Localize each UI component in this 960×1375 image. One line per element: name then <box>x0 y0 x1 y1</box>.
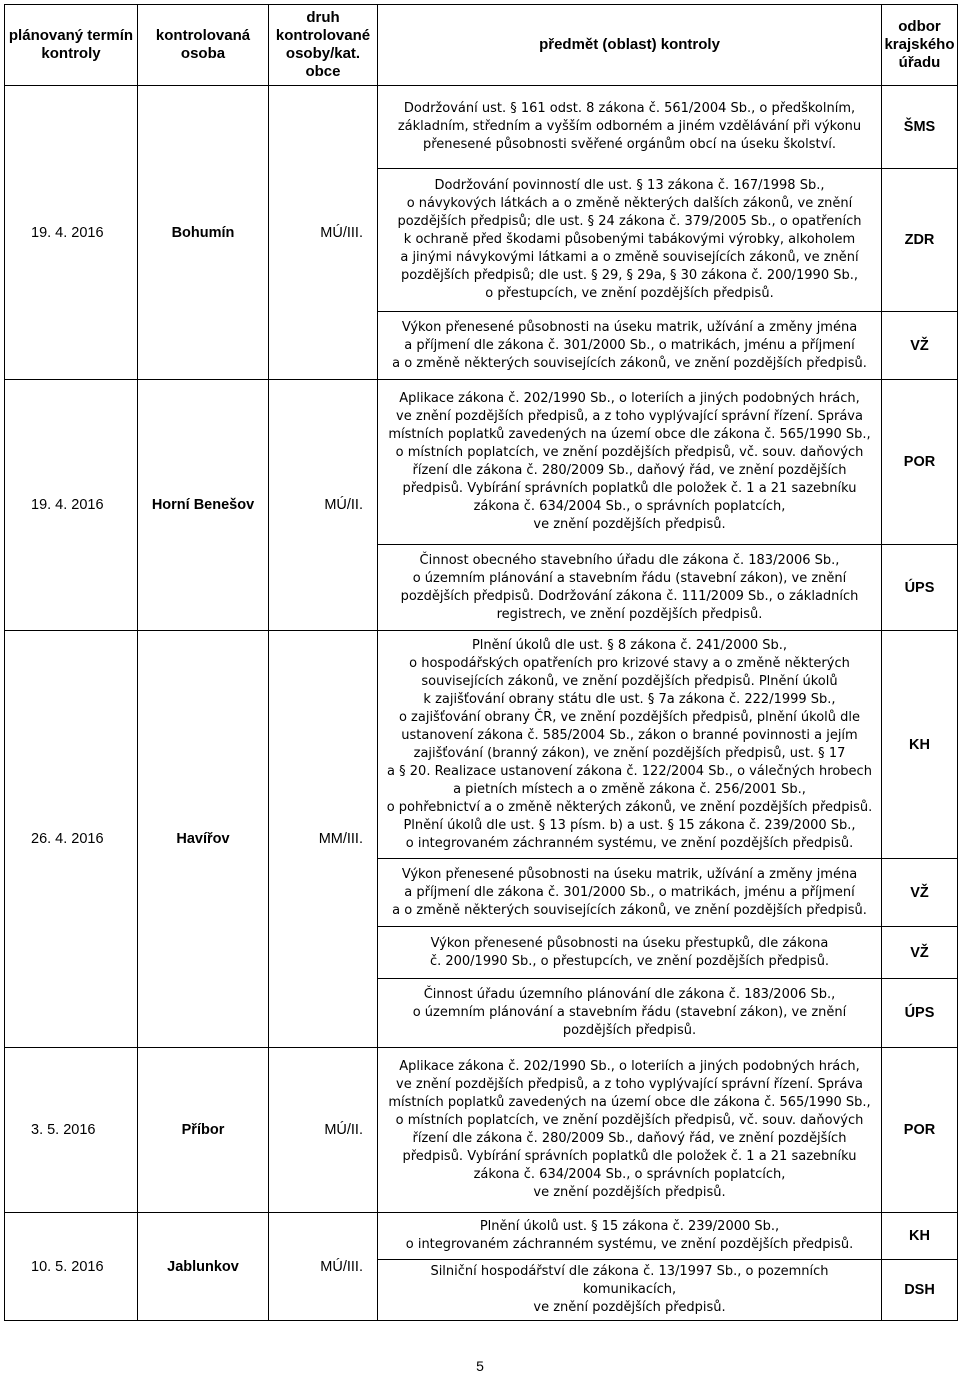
subject-line: ve znění pozdějších předpisů. <box>533 1185 726 1200</box>
subject-line: Aplikace zákona č. 202/1990 Sb., o loteriích a jiných podobných hrách, <box>399 391 860 406</box>
subject-line: souvisejících zákonů, ve znění pozdějších předpisů. Plnění úkolů <box>421 673 838 689</box>
subject-line: k zajišťování obrany státu dle ust. § 7a zákona č. 222/1999 Sb., <box>423 691 836 707</box>
subject-line: Plnění úkolů dle ust. § 8 zákona č. 241/2000 Sb., <box>471 637 788 653</box>
subject-line: Dodržování ust. § 161 odst. 8 zákona č. 561/2004 Sb., o předškolním, <box>403 101 856 116</box>
row-date: 10. 5. 2016 <box>5 1213 138 1321</box>
subject-line: a jinými návykovými látkami a o změně souvisejících zákonů, ve znění <box>400 250 859 265</box>
subject-line: Silniční hospodářství dle zákona č. 13/1997 Sb., o pozemních komunikacích, <box>430 1264 829 1297</box>
row-dept: DSH <box>882 1260 958 1321</box>
subject-line: registrech, ve znění pozdějších předpisů. <box>496 606 763 622</box>
subject-line: ve znění pozdějších předpisů. <box>533 517 726 532</box>
row-date: 26. 4. 2016 <box>5 631 138 1048</box>
subject-line: a o změně některých souvisejících zákonů, ve znění pozdějších předpisů. <box>392 902 867 918</box>
row-subject <box>378 86 882 169</box>
subject-line: pozdějších předpisů; dle ust. § 29, § 29a, § 30 zákona č. 200/1990 Sb., <box>401 268 858 283</box>
subject-line: k ochraně před škodami působenými tabákovými výrobky, alkoholem <box>403 232 856 247</box>
subject-line: a příjmení dle zákona č. 301/2000 Sb., o matrikách, jménu a příjmení <box>404 884 855 900</box>
header-date: plánovaný termín kontroly <box>5 5 138 86</box>
row-date: 3. 5. 2016 <box>5 1048 138 1213</box>
subject-line: Činnost obecného stavebního úřadu dle zákona č. 183/2006 Sb., <box>419 552 840 568</box>
header-type: druh kontrolované osoby/kat. obce <box>269 5 378 86</box>
row-date: 19. 4. 2016 <box>5 86 138 380</box>
row-subject <box>378 1260 882 1321</box>
subject-line: o integrovaném záchranném systému, ve znění pozdějších předpisů. <box>405 1237 854 1252</box>
row-dept: VŽ <box>882 312 958 380</box>
row-entity: Příbor <box>138 1048 269 1213</box>
row-dept: POR <box>882 380 958 545</box>
subject-line: a pietních místech a o změně zákona č. 256/2001 Sb., <box>453 781 806 797</box>
row-dept: ÚPS <box>882 979 958 1048</box>
subject-line: pozdějších předpisů. Dodržování zákona č. 111/2009 Sb., o základních <box>400 588 859 604</box>
row-dept: VŽ <box>882 927 958 979</box>
subject-line: o místních poplatcích, ve znění pozdějších předpisů, vč. souv. daňových <box>395 445 864 460</box>
subject-line: Výkon přenesené působnosti na úseku matrik, užívání a změny jména <box>401 866 858 882</box>
header-dept: odbor krajského úřadu <box>882 5 958 86</box>
subject-line: Plnění úkolů dle ust. § 13 písm. b) a ust. § 15 zákona č. 239/2000 Sb., <box>403 817 856 833</box>
subject-line: a o změně některých souvisejících zákonů, ve znění pozdějších předpisů. <box>392 355 867 371</box>
subject-line: ve znění pozdějších předpisů, a z toho vyplývající správní řízení. Správa <box>396 409 863 424</box>
row-subject <box>378 169 882 312</box>
row-subject <box>378 979 882 1048</box>
subject-line: o integrovaném záchranném systému, ve znění pozdějších předpisů. <box>405 835 854 851</box>
subject-line: Činnost úřadu územního plánování dle zákona č. 183/2006 Sb., <box>423 987 836 1002</box>
row-subject <box>378 312 882 380</box>
table-row <box>5 86 958 169</box>
subject-line: a příjmení dle zákona č. 301/2000 Sb., o matrikách, jménu a příjmení <box>404 337 855 353</box>
subject-line: zákona č. 634/2004 Sb., o správních poplatcích, <box>473 499 786 514</box>
row-type: MÚ/II. <box>269 1048 378 1213</box>
subject-line: zákona č. 634/2004 Sb., o správních poplatcích, <box>473 1167 786 1182</box>
table-row <box>5 1048 958 1213</box>
subject-line: ve znění pozdějších předpisů, a z toho vyplývající správní řízení. Správa <box>396 1077 863 1092</box>
subject-line: Výkon přenesené působnosti na úseku matrik, užívání a změny jména <box>401 319 858 335</box>
row-type: MÚ/III. <box>269 86 378 380</box>
subject-line: Aplikace zákona č. 202/1990 Sb., o loteriích a jiných podobných hrách, <box>399 1059 860 1074</box>
row-dept: ÚPS <box>882 545 958 631</box>
row-type: MM/III. <box>269 631 378 1048</box>
subject-line: Dodržování povinností dle ust. § 13 zákona č. 167/1998 Sb., <box>434 178 825 193</box>
row-subject <box>378 380 882 545</box>
row-subject <box>378 1213 882 1260</box>
row-dept: ŠMS <box>882 86 958 169</box>
subject-line: ustanovení zákona č. 585/2004 Sb., zákon o branné povinnosti a jejím <box>401 727 858 743</box>
row-subject <box>378 927 882 979</box>
subject-line: Plnění úkolů ust. § 15 zákona č. 239/2000 Sb., <box>479 1219 780 1234</box>
inspection-schedule-table <box>4 4 958 1321</box>
subject-line: předpisů. Vybírání správních poplatků dle položek č. 1 a 21 sazebníku <box>402 1149 857 1164</box>
row-type: MÚ/III. <box>269 1213 378 1321</box>
row-subject <box>378 545 882 631</box>
row-dept: ZDR <box>882 169 958 312</box>
subject-line: ve znění pozdějších předpisů. <box>533 1300 726 1315</box>
subject-line: č. 200/1990 Sb., o přestupcích, ve znění pozdějších předpisů. <box>429 953 830 969</box>
table-row <box>5 631 958 859</box>
row-dept: POR <box>882 1048 958 1213</box>
subject-line: předpisů. Vybírání správních poplatků dle položek č. 1 a 21 sazebníku <box>402 481 857 496</box>
row-entity: Havířov <box>138 631 269 1048</box>
subject-line: o přestupcích, ve znění pozdějších předpisů. <box>485 286 774 301</box>
row-dept: KH <box>882 631 958 859</box>
subject-line: přenesené působnosti svěřené orgánům obcí na úseku školství. <box>422 137 837 152</box>
header-entity: kontrolovaná osoba <box>138 5 269 86</box>
subject-line: a § 20. Realizace ustanovení zákona č. 122/2004 Sb., o válečných hrobech <box>387 763 872 779</box>
subject-line: o pohřebnictví a o změně některých zákonů, ve znění pozdějších předpisů. <box>386 799 873 815</box>
page-number: 5 <box>476 1358 484 1374</box>
row-dept: KH <box>882 1213 958 1260</box>
row-dept: VŽ <box>882 859 958 927</box>
subject-line: o územním plánování a stavebním řádu (stavební zákon), ve znění <box>412 1005 847 1020</box>
header-subject: předmět (oblast) kontroly <box>378 5 882 86</box>
subject-line: místních poplatků zavedených na území obce dle zákona č. 565/1990 Sb., <box>388 1095 871 1110</box>
subject-line: Výkon přenesené působnosti na úseku přestupků, dle zákona <box>430 935 829 951</box>
row-entity: Bohumín <box>138 86 269 380</box>
subject-line: základním, středním a vyšším odborném a jiném vzdělávání při výkonu <box>397 119 862 134</box>
row-date: 19. 4. 2016 <box>5 380 138 631</box>
subject-line: o hospodářských opatřeních pro krizové stavy a o změně některých <box>409 655 850 671</box>
subject-line: o místních poplatcích, ve znění pozdějších předpisů, vč. souv. daňových <box>395 1113 864 1128</box>
subject-line: pozdějších předpisů. <box>562 1023 697 1038</box>
table-row <box>5 1213 958 1260</box>
table-body <box>5 86 958 1321</box>
row-entity: Jablunkov <box>138 1213 269 1321</box>
row-entity: Horní Benešov <box>138 380 269 631</box>
subject-line: o územním plánování a stavebním řádu (stavební zákon), ve znění <box>412 570 847 586</box>
row-subject <box>378 631 882 859</box>
subject-line: pozdějších předpisů; dle ust. § 24 zákona č. 379/2005 Sb., o opatřeních <box>397 214 862 229</box>
subject-line: řízení dle zákona č. 280/2009 Sb., daňový řád, ve znění pozdějších <box>412 1131 847 1146</box>
row-subject <box>378 1048 882 1213</box>
row-type: MÚ/II. <box>269 380 378 631</box>
header-row <box>5 5 958 86</box>
subject-line: o návykových látkách a o změně některých dalších zákonů, ve znění <box>406 196 853 211</box>
table-row <box>5 380 958 545</box>
row-subject <box>378 859 882 927</box>
subject-line: zajišťování (branný zákon), ve znění pozdějších předpisů, ust. § 17 <box>413 745 846 761</box>
subject-line: místních poplatků zavedených na území obce dle zákona č. 565/1990 Sb., <box>388 427 871 442</box>
subject-line: o zajišťování obrany ČR, ve znění pozdějších předpisů, plnění úkolů dle <box>398 709 861 725</box>
subject-line: řízení dle zákona č. 280/2009 Sb., daňový řád, ve znění pozdějších <box>412 463 847 478</box>
